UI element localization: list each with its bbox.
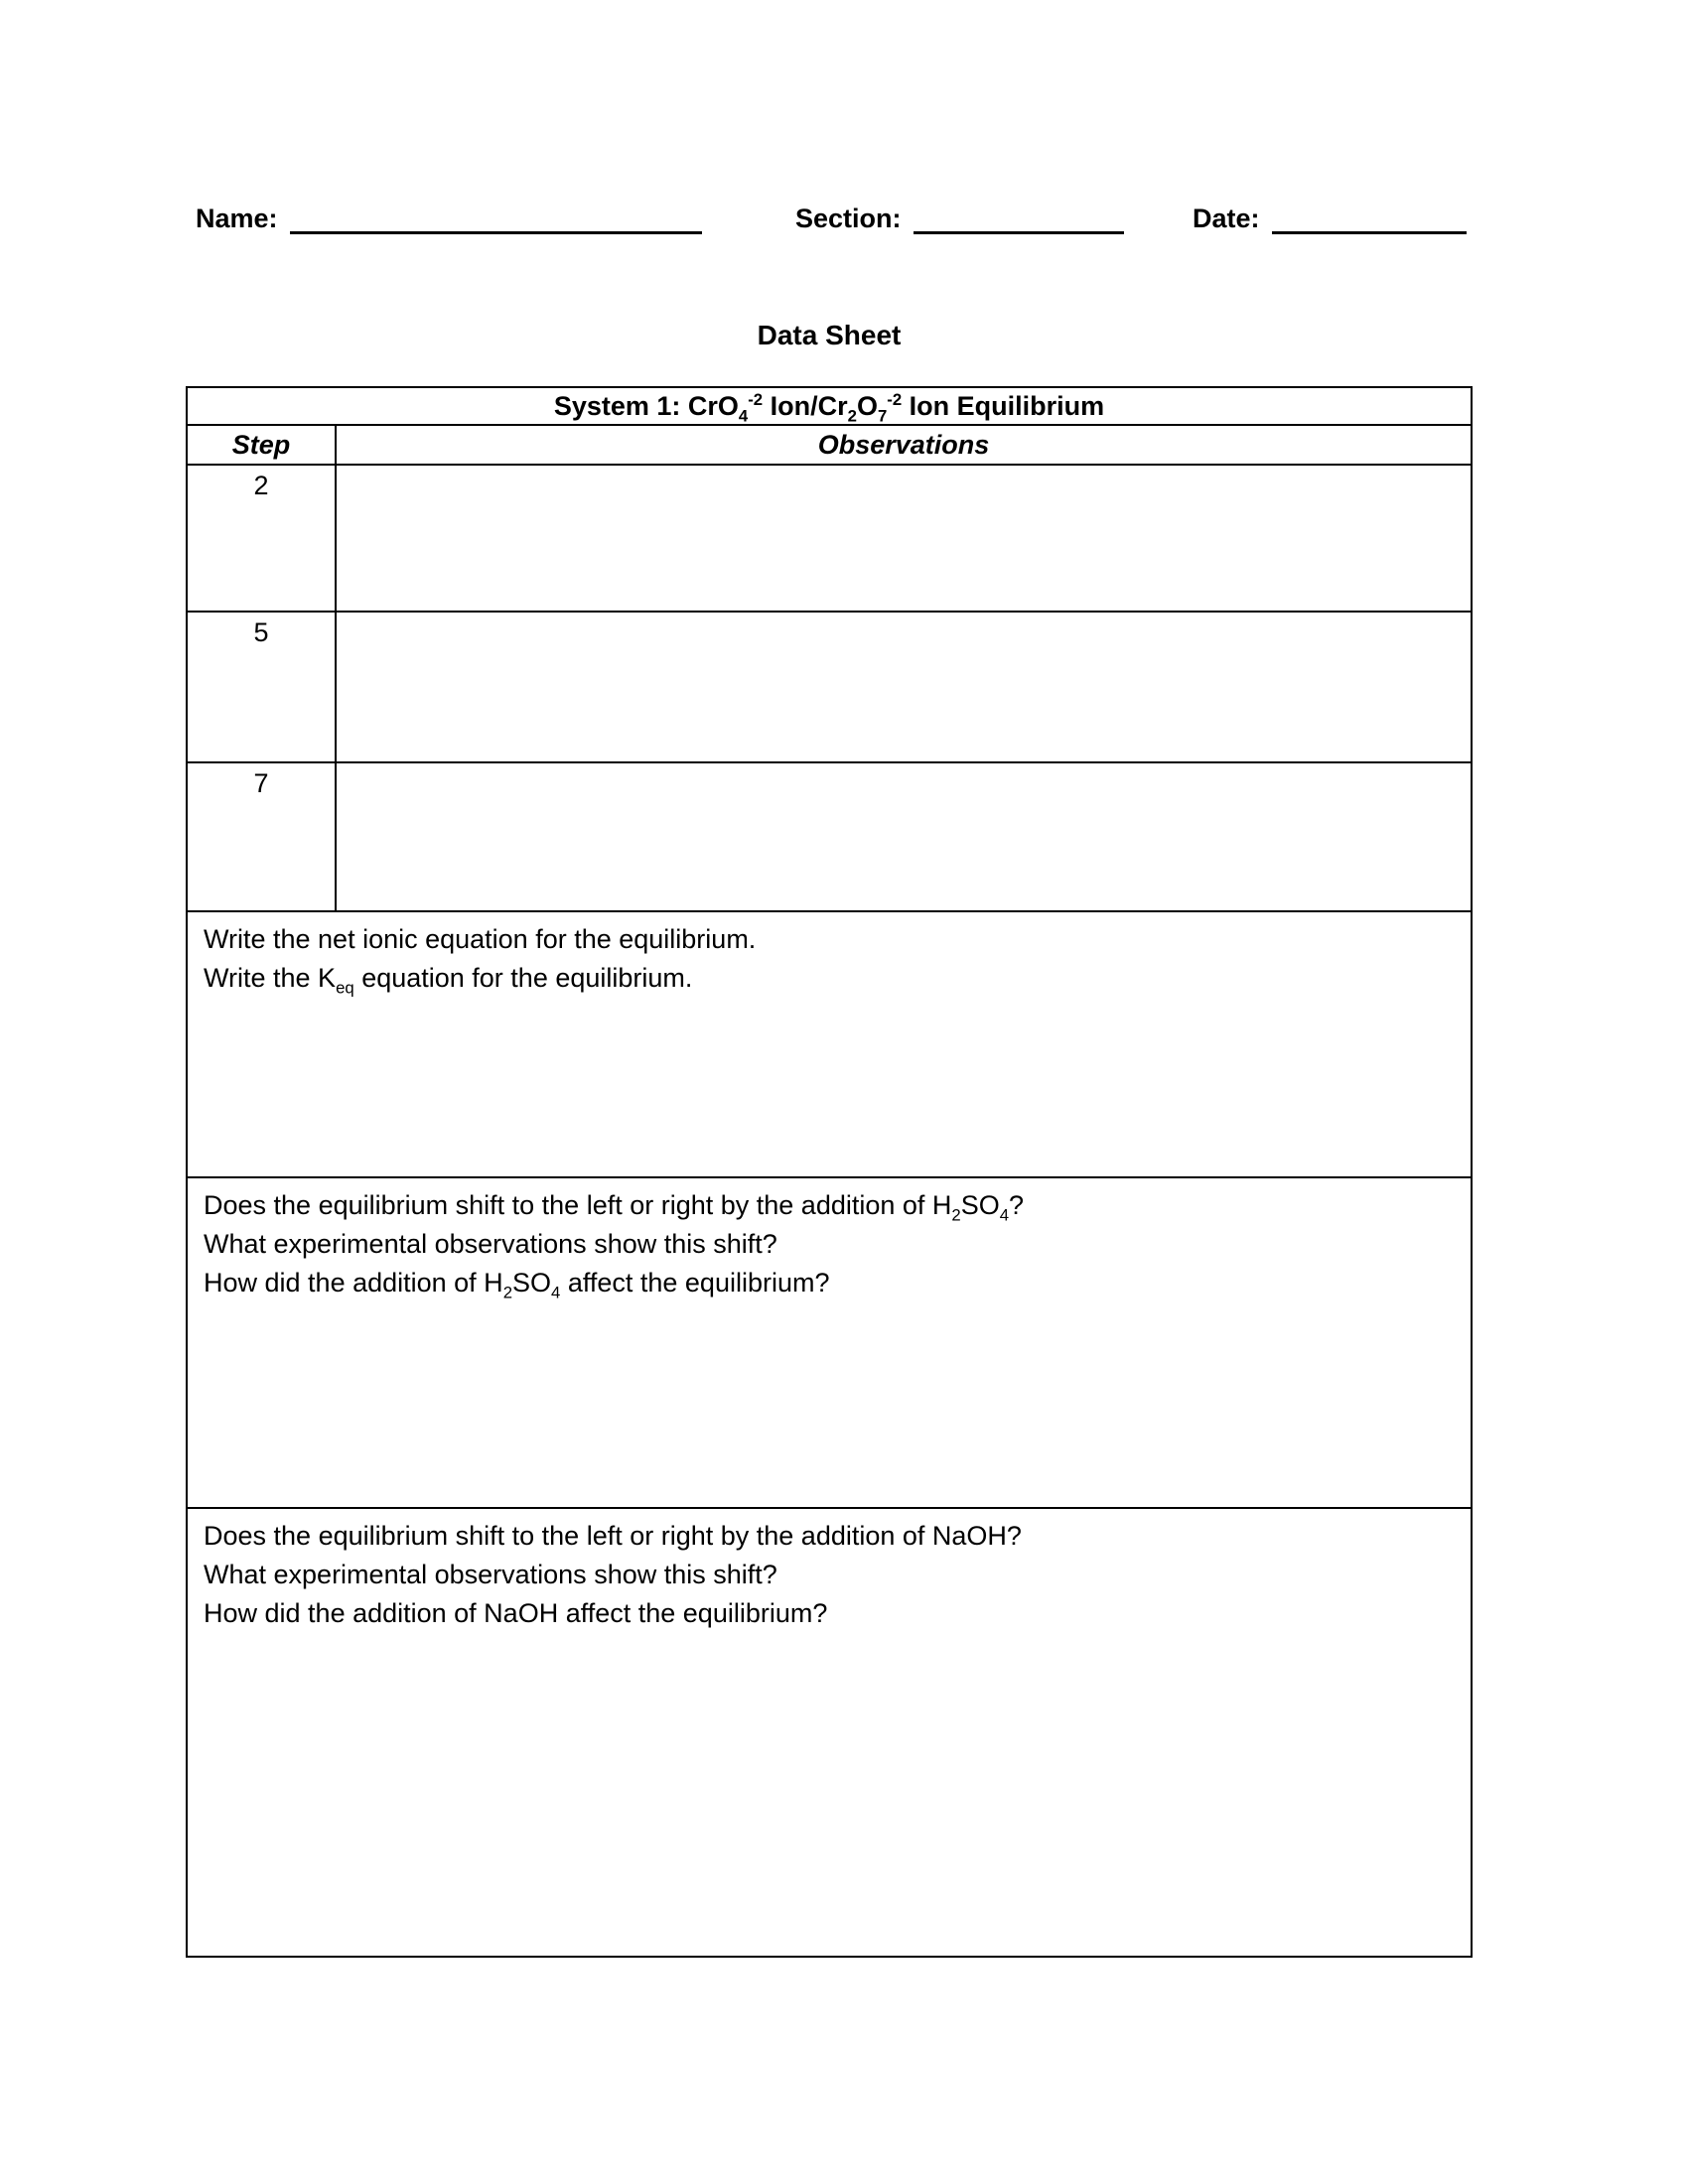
table-row-step-7 (188, 763, 1471, 912)
date-label: Date: (1193, 204, 1260, 233)
question-part: How did the addition of H (204, 1268, 503, 1297)
subscript: 2 (951, 1205, 961, 1225)
date-field (1193, 199, 1467, 234)
observation-cell (337, 763, 1471, 910)
subscript: 4 (999, 1205, 1010, 1225)
observation-cell (337, 466, 1471, 611)
section-label: Section: (795, 204, 902, 233)
naoh-question-cell (188, 1509, 1471, 1956)
section-field (795, 199, 1124, 234)
question-line: What experimental observations show this shift? (204, 1229, 777, 1259)
question-line (204, 959, 1455, 998)
question-line (204, 1264, 1455, 1302)
question-line: Write the net ionic equation for the equilibrium. (204, 924, 757, 954)
step-number: 5 (188, 613, 337, 761)
system-title-text (553, 389, 1105, 425)
name-blank-line (290, 205, 702, 234)
subscript: 2 (502, 1283, 512, 1302)
column-header-row (188, 426, 1471, 466)
question-part: equation for the equilibrium. (353, 963, 693, 993)
date-blank-line (1272, 205, 1467, 234)
question-part: ? (1009, 1190, 1025, 1220)
system-title-part: Ion/Cr (763, 390, 848, 421)
system-title-part: O (856, 390, 878, 421)
system-title-row (188, 388, 1471, 426)
question-part: SO (960, 1190, 1000, 1220)
observation-cell (337, 613, 1471, 761)
question-part: affect the equilibrium? (560, 1268, 830, 1297)
subscript: 4 (551, 1283, 561, 1302)
observations-column-header: Observations (817, 429, 990, 460)
subscript: 4 (738, 405, 749, 425)
step-number: 2 (188, 466, 337, 611)
name-field (196, 199, 702, 234)
superscript: -2 (887, 389, 903, 409)
superscript: -2 (748, 389, 764, 409)
table-row-step-5 (188, 613, 1471, 763)
section-blank-line (914, 205, 1124, 234)
question-part: Write the K (204, 963, 337, 993)
net-ionic-question-cell (188, 912, 1471, 1178)
subscript: 2 (847, 405, 857, 425)
system-title-part: Ion Equilibrium (902, 390, 1105, 421)
table-row-step-2 (188, 466, 1471, 613)
question-line: Does the equilibrium shift to the left or right by the addition of NaOH? (204, 1521, 1022, 1551)
subscript: 7 (877, 405, 888, 425)
step-column-header: Step (188, 426, 337, 464)
question-line: How did the addition of NaOH affect the equilibrium? (204, 1598, 828, 1628)
system-title-part: System 1: CrO (553, 390, 739, 421)
h2so4-question-cell (188, 1178, 1471, 1509)
question-line: What experimental observations show this shift? (204, 1560, 777, 1589)
page-title: Data Sheet (757, 320, 902, 350)
subscript: eq (336, 978, 354, 998)
step-number: 7 (188, 763, 337, 910)
question-line (204, 1186, 1455, 1225)
data-table (186, 386, 1473, 1958)
question-part: SO (512, 1268, 552, 1297)
question-part: Does the equilibrium shift to the left or right by the addition of H (204, 1190, 952, 1220)
name-label: Name: (196, 204, 278, 233)
